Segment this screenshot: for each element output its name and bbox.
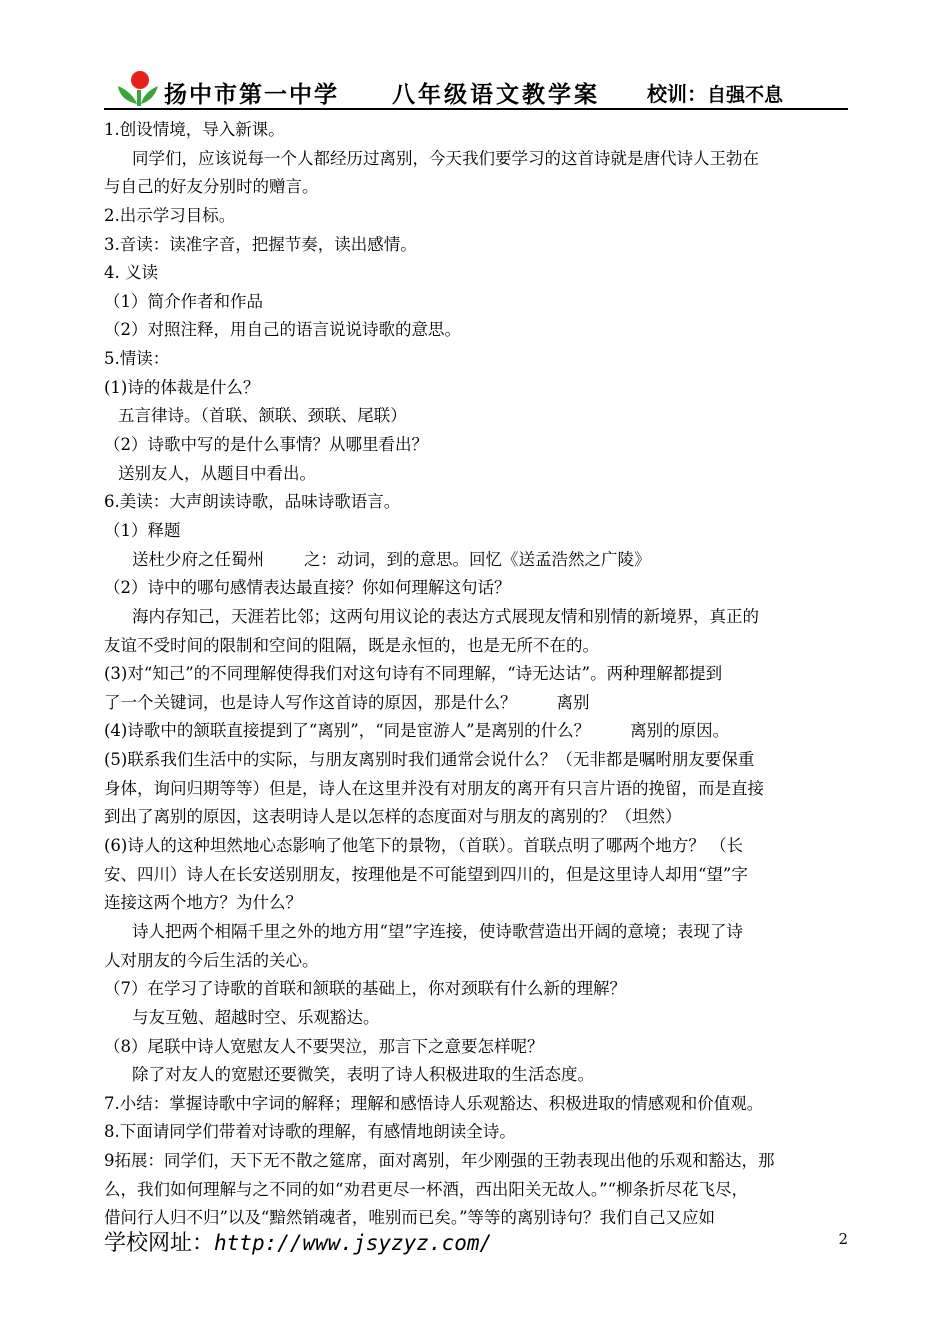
text-line: 人对朋友的今后生活的关心。 [104,950,319,970]
text-line: 8.下面请同学们带着对诗歌的理解，有感情地朗读全诗。 [104,1122,516,1142]
text-line: 2.出示学习目标。 [104,205,236,225]
text-line: 6.美读：大声朗读诗歌，品味诗歌语言。 [104,492,401,512]
text-line: 7.小结：掌握诗歌中字词的解释；理解和感悟诗人乐观豁达、积极进取的情感观和价值观。 [104,1093,764,1113]
text-line: 5.情读： [104,349,170,369]
text-line: 安、四川）诗人在长安送别朋友，按理他是不可能望到四川的，但是这里诗人却用“望”字 [104,864,748,884]
text-line: 么，我们如何理解与之不同的如“劝君更尽一杯酒，西出阳关无故人。”“柳条折尽花飞尽， [104,1179,749,1199]
text-line: （2）诗歌中写的是什么事情？从哪里看出？ [104,435,428,455]
footer-website [104,1226,492,1257]
text-line: （8）尾联中诗人宽慰友人不要哭泣，那言下之意要怎样呢？ [104,1036,544,1056]
text-line: 五言律诗。（首联、颔联、颈联、尾联） [118,406,407,426]
text-line: 诗人把两个相隔千里之外的地方用“望”字连接，使诗歌营造出开阔的意境；表现了诗 [132,921,743,941]
text-line [104,717,848,746]
title-note: 之：动词，到的意思。回忆《送孟浩然之广陵》 [304,549,651,569]
answer-text: 离别 [556,692,590,712]
text-line: 连接这两个地方？为什么？ [104,893,302,913]
text-line: (5)联系我们生活中的实际，与朋友离别时我们通常会说什么？（无非都是嘱咐朋友要保重 [104,750,755,770]
page-header [104,66,848,110]
lesson-body [104,116,848,1233]
question-text: 了一个关键词，也是诗人写作这首诗的原因，那是什么？ [104,692,517,712]
website-label: 学校网址： [104,1231,215,1256]
text-line: (3)对“知己”的不同理解使得我们对这句诗有不同理解，“诗无达诂”。两种理解都提到 [104,664,723,684]
text-line [104,689,848,718]
header-rule [104,108,848,110]
text-line: 到出了离别的原因，这表明诗人是以怎样的态度面对与朋友的离别的？（坦然） [104,807,682,827]
text-line: 与自己的好友分别时的赠言。 [104,177,319,197]
text-line: 1.创设情境，导入新课。 [104,120,285,139]
grade-title: 八年级语文教学案 [392,82,600,108]
text-line: 身体，询问归期等等）但是，诗人在这里并没有对朋友的离开有只言片语的挽留，而是直接 [104,778,764,798]
text-line: （2）诗中的哪句感情表达最直接？你如何理解这句话？ [104,578,511,598]
text-line: 3.音读：读准字音，把握节奏，读出感情。 [104,234,417,254]
question-text: (4)诗歌中的颔联直接提到了“离别”，“同是宦游人”是离别的什么？ [104,721,591,741]
motto-value: 自强不息 [707,84,784,106]
page-footer [104,1226,848,1256]
school-name: 扬中市第一中学 [164,82,339,108]
text-line: （7）在学习了诗歌的首联和颔联的基础上，你对颈联有什么新的理解？ [104,979,626,999]
text-line: （1）释题 [104,520,181,540]
text-line: 送别友人，从题目中看出。 [118,463,316,483]
text-line: 友谊不受时间的限制和空间的阻隔，既是永恒的，也是无所不在的。 [104,635,599,655]
text-line: （2）对照注释，用自己的语言说说诗歌的意思。 [104,320,461,340]
school-motto [647,78,783,107]
text-line: (1)诗的体裁是什么？ [104,377,260,397]
text-line: 同学们，应该说每一个人都经历过离别，今天我们要学习的这首诗就是唐代诗人王勃在 [132,148,759,168]
school-logo-icon [110,70,162,108]
text-line: 海内存知己，天涯若比邻；这两句用议论的表达方式展现友情和别情的新境界，真正的 [132,606,759,626]
motto-label: 校训： [647,82,707,106]
text-line: （1）简介作者和作品 [104,291,263,311]
answer-text: 离别的原因。 [630,721,730,741]
text-line: 除了对友人的宽慰还要微笑，表明了诗人积极进取的生活态度。 [132,1065,594,1085]
text-line: 4. 义读 [104,263,158,283]
text-line: 9拓展：同学们，天下无不散之筵席，面对离别，年少刚强的王勃表现出他的乐观和豁达，那 [104,1151,775,1171]
page-number: 2 [838,1230,848,1248]
poem-title: 送杜少府之任蜀州 [132,549,264,569]
text-line: (6)诗人的这种坦然地心态影响了他笔下的景物，（首联）。首联点明了哪两个地方？ （长 [104,836,744,856]
text-line: 借问行人归不归”以及“黯然销魂者，唯别而已矣。”等等的离别诗句？我们自己又应如 [104,1208,716,1228]
text-line: 与友互勉、超越时空、乐观豁达。 [132,1007,380,1027]
website-link[interactable]: http://www.jsyzyz.com/ [214,1231,493,1255]
text-line [104,546,848,575]
